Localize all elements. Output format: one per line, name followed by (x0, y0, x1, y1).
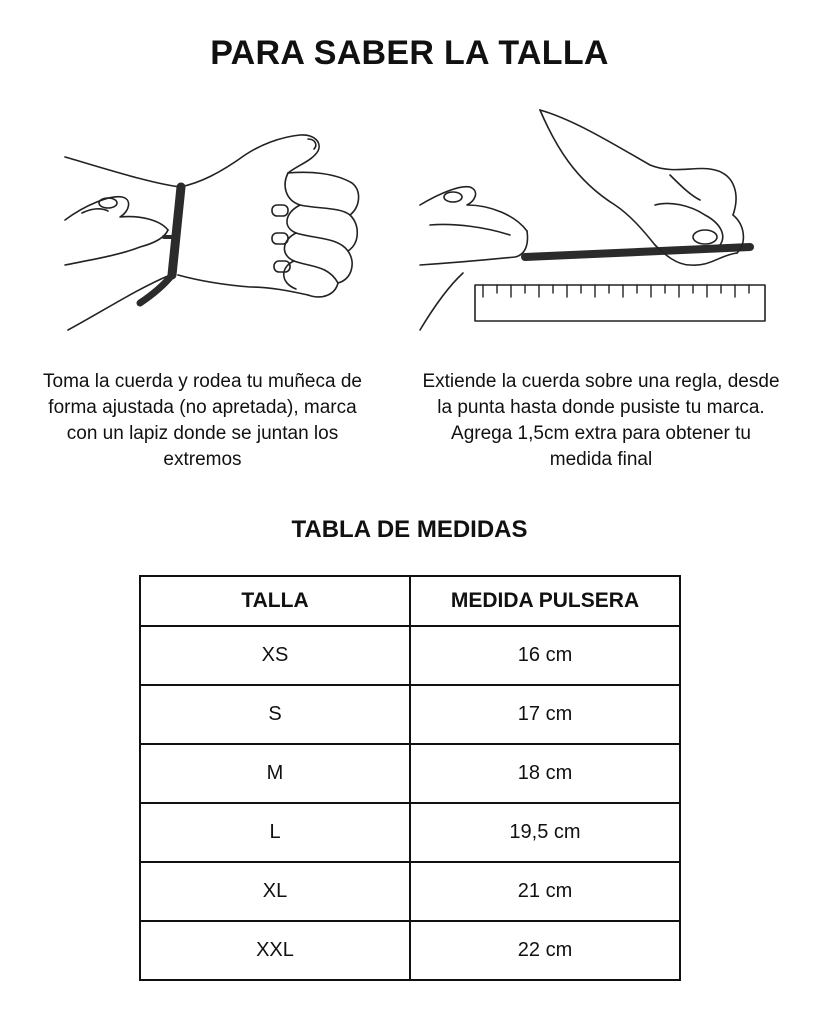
ruler-measure-illustration (415, 105, 775, 340)
table-row (140, 803, 680, 862)
page-title: PARA SABER LA TALLA (210, 34, 609, 72)
wrist-measure-illustration (60, 125, 370, 340)
size-cell: XS (140, 626, 410, 685)
table-row (140, 685, 680, 744)
size-cell: XXL (140, 921, 410, 980)
table-row (140, 744, 680, 803)
table-header-row (140, 576, 680, 626)
ruler-measure-icon (415, 105, 775, 340)
header-talla: TALLA (140, 576, 410, 626)
measure-cell: 17 cm (410, 685, 680, 744)
step-1-caption: Toma la cuerda y rodea tu muñeca de forma ajustada (no apretada), marca con un lapiz donde se juntan los extremos (43, 371, 362, 470)
table-row (140, 626, 680, 685)
measure-cell: 19,5 cm (410, 803, 680, 862)
wrist-measure-icon (60, 125, 370, 340)
step-2-caption: Extiende la cuerda sobre una regla, desde la punta hasta donde pusiste tu marca. Agrega 1,5cm extra para obtener tu medida final (422, 371, 780, 470)
measure-cell: 16 cm (410, 626, 680, 685)
measure-cell: 18 cm (410, 744, 680, 803)
header-medida-pulsera: MEDIDA PULSERA (410, 576, 680, 626)
size-cell: XL (140, 862, 410, 921)
size-cell: M (140, 744, 410, 803)
size-table-title: TABLA DE MEDIDAS (291, 516, 528, 543)
table-row (140, 862, 680, 921)
measure-cell: 22 cm (410, 921, 680, 980)
size-cell: L (140, 803, 410, 862)
table-row (140, 921, 680, 980)
size-cell: S (140, 685, 410, 744)
size-table (139, 575, 681, 981)
measure-cell: 21 cm (410, 862, 680, 921)
